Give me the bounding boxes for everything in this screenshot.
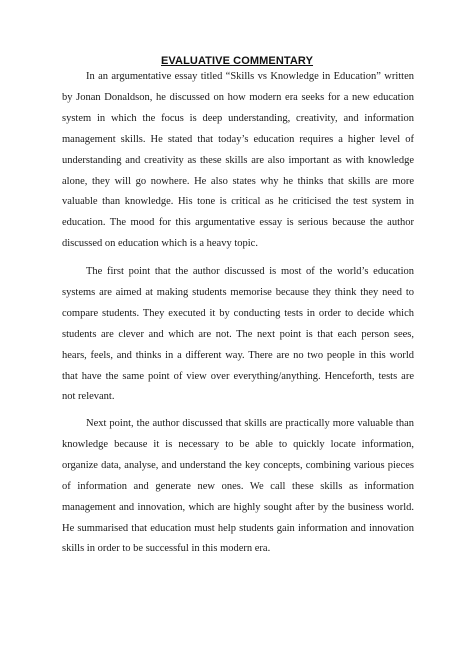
paragraph-introduction: In an argumentative essay titled “Skills vs Knowledge in Education” written by Jonan Donaldson, he discussed on how modern era seeks for a new education system in which the focus is deep understanding, creativity, and information management skills. He stated that today’s education requires a higher level of understanding and creativity as these skills are also important as with knowledge alone, they will go nowhere. He also states why he thinks that skills are more valuable than knowledge. His tone is critical as he criticised the test system in education. The mood for this argumentative essay is serious because the author discussed on education which is a heavy topic.: [62, 71, 414, 250]
paragraph-first-point: The first point that the author discussed is most of the world’s education systems are aimed at making students memorise because they think they need to compare students. They executed it by conducting tests in order to decide which students are clever and which are not. The next point is that each person sees, hears, feels, and thinks in a different way. There are no two people in this world that have the same point of view over everything/anything. Henceforth, tests are not relevant.: [62, 266, 414, 403]
paragraph-next-point: Next point, the author discussed that skills are practically more valuable than knowledge because it is necessary to be able to quickly locate information, organize data, analyse, and understand the key concepts, combining various pieces of information and generate new ones. We call these skills as information management and innovation, which are highly sought after by the business world. He summarised that education must help students gain information and innovation skills in order to be successful in this modern era.: [62, 418, 414, 555]
document-title: EVALUATIVE COMMENTARY: [160, 55, 314, 67]
